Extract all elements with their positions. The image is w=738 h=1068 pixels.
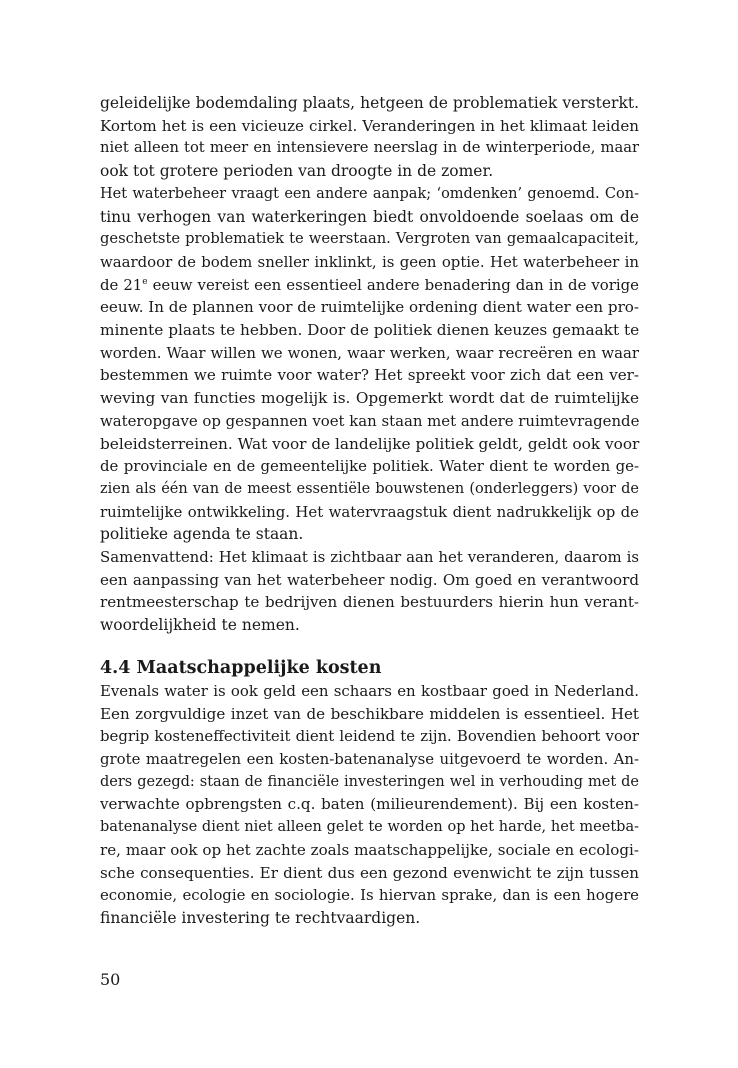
text-line: minente plaats te hebben. Door de politiek dienen keuzes gemaakt te <box>100 321 640 340</box>
text-line: grote maatregelen een kosten-batenanalyse uitgevoerd te worden. An- <box>100 749 639 768</box>
text-line: woordelijkheid te nemen. <box>100 616 300 635</box>
text-line: ders gezegd: staan de financiële investeringen wel in verhouding met de <box>100 773 639 790</box>
text-line: Samenvattend: Het klimaat is zichtbaar aan het veranderen, daarom is <box>100 548 639 567</box>
text-line-century <box>100 274 639 297</box>
paragraph-summary <box>100 546 639 637</box>
text-line: Het waterbeheer vraagt een andere aanpak; ‘omdenken’ genoemd. Con- <box>100 185 639 202</box>
text-line: zien als één van de meest essentiële bouwstenen (onderleggers) voor de <box>100 480 639 497</box>
text-line: geschetste problematiek te weerstaan. Vergroten van gemaalcapaciteit, <box>100 230 639 248</box>
page-body <box>100 92 639 930</box>
text-line: waardoor de bodem sneller inklinkt, is geen optie. Het waterbeheer in <box>100 252 639 271</box>
text-line: financiële investering te rechtvaardigen. <box>100 908 421 927</box>
text-line: de provinciale en de gemeentelijke politiek. Water dient te worden ge- <box>100 457 639 476</box>
text-line: begrip kosteneffectiviteit dient leidend te zijn. Bovendien behoort voor <box>100 727 639 746</box>
text-line: re, maar ook op het zachte zoals maatschappelijke, sociale en ecologi- <box>100 840 639 859</box>
paragraph-social-costs <box>100 680 639 930</box>
text-line: Kortom het is een vicieuze cirkel. Veranderingen in het klimaat leiden <box>100 116 639 135</box>
text-line: geleidelijke bodemdaling plaats, hetgeen de problematiek versterkt. <box>100 94 639 112</box>
text-line: economie, ecologie en sociologie. Is hiervan sprake, dan is een hogere <box>100 886 639 905</box>
text-line: Evenals water is ook geld een schaars en kostbaar goed in Nederland. <box>100 681 639 700</box>
text-line: Een zorgvuldige inzet van de beschikbare middelen is essentieel. Het <box>100 704 639 723</box>
text-line: bestemmen we ruimte voor water? Het spreekt voor zich dat een ver- <box>100 366 639 385</box>
text-line: een aanpassing van het waterbeheer nodig. Om goed en verantwoord <box>100 570 639 589</box>
century-superscript: e <box>142 276 148 287</box>
text-line: rentmeesterschap te bedrijven dienen bestuurders hierin hun verant- <box>100 593 639 612</box>
text-line: weving van functies mogelijk is. Opgemerkt wordt dat de ruimtelijke <box>100 389 639 408</box>
text-line: tinu verhogen van waterkeringen biedt onvoldoende soelaas om de <box>100 207 639 226</box>
century-number: de 21 <box>100 275 143 294</box>
section-heading: 4.4 Maatschappelijke kosten <box>100 657 382 678</box>
text-line: wateropgave op gespannen voet kan staan met andere ruimtevragende <box>100 411 640 430</box>
text-line: batenanalyse dient niet alleen gelet te worden op het harde, het meetba- <box>100 819 639 836</box>
text-line: ook tot grotere perioden van droogte in de zomer. <box>100 162 494 181</box>
text-line: politieke agenda te staan. <box>100 525 304 544</box>
text-line: ruimtelijke ontwikkeling. Het watervraagstuk dient nadrukkelijk op de <box>100 502 639 521</box>
page-number: 50 <box>100 970 121 989</box>
text-line: eeuw. In de plannen voor de ruimtelijke ordening dient water een pro- <box>100 298 639 317</box>
paragraph-climate-cycle <box>100 92 639 183</box>
paragraph-water-management <box>100 183 639 546</box>
text-line: niet alleen tot meer en intensievere neerslag in de winterperiode, maar <box>100 139 639 157</box>
text-line: verwachte opbrengsten c.q. baten (milieurendement). Bij een kosten- <box>100 795 639 814</box>
text-line: sche consequenties. Er dient dus een gezond evenwicht te zijn tussen <box>100 863 639 882</box>
text-line: beleidsterreinen. Wat voor de landelijke politiek geldt, geldt ook voor <box>100 434 640 453</box>
century-rest: eeuw vereist een essentieel andere benadering dan in de vorige <box>147 275 639 294</box>
text-line: worden. Waar willen we wonen, waar werken, waar recreëren en waar <box>100 343 639 362</box>
